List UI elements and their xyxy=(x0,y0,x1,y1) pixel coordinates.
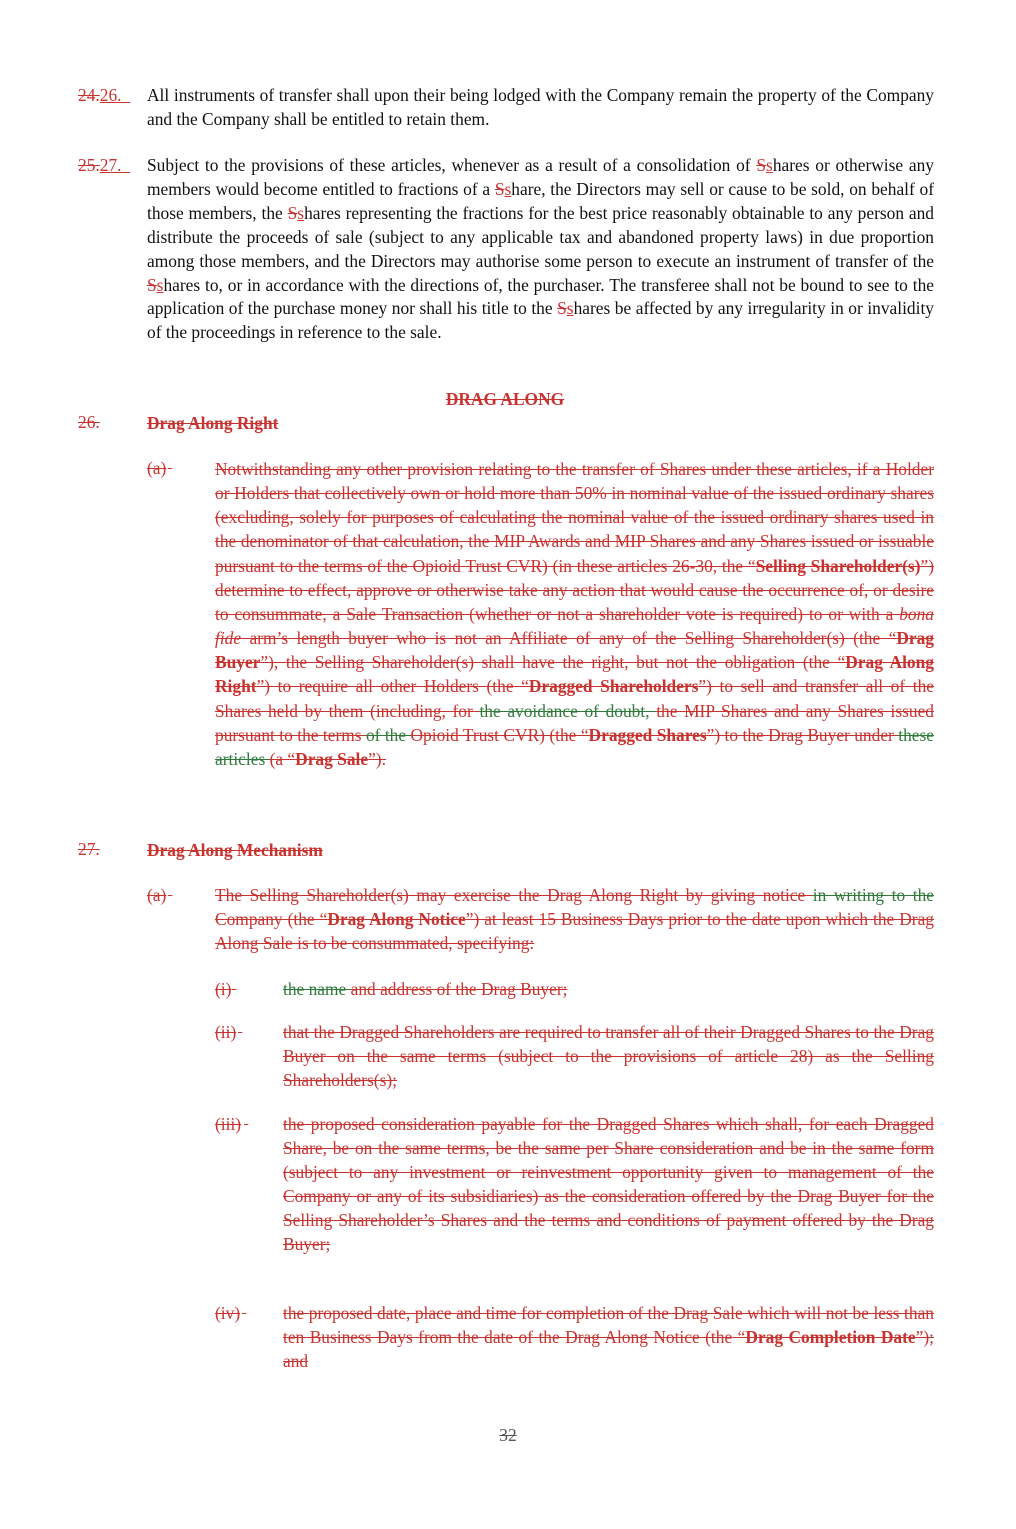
item-iii-tab-line xyxy=(244,1113,284,1137)
article-27-title: Drag Along Mechanism xyxy=(147,840,323,860)
article-26-title: Drag Along Right xyxy=(147,413,279,433)
article-26-a-text: Notwithstanding any other provision relating to the transfer of Shares under these articles, if a Holder or Holders that collectively own or hold more than 50% in nominal value of the issued ordinary shares (excluding, solely for purposes of calculating the nominal value of the issued ordinary shares used in the denominator of that calculation, the MIP Awards and MIP Shares and any Shares issued or issuable pursuant to the terms of the Opioid Trust CVR) (in these articles 26-30, the “Selling Shareholder(s)”) determine to effect, approve or otherwise take any action that would cause the occurrence of, or desire to consummate, a Sale Transaction (whether or not a shareholder vote is required) to or with a bona fide arm’s length buyer who is not an Affiliate of any of the Selling Shareholder(s) (the “Drag Buyer”), the Selling Shareholder(s) shall have the right, but not the obligation (the “Drag Along Right”) to require all other Holders (the “Dragged Shareholders”) to sell and transfer all of the Shares held by them (including, for the avoidance of doubt, the MIP Shares and any Shares issued pursuant to the terms of the Opioid Trust CVR) (the “Dragged Shares”) to the Drag Buyer under these articles (a “Drag Sale”). xyxy=(215,459,935,769)
item-i-tab-line xyxy=(232,978,284,1002)
clause-number-26: 24.26. xyxy=(78,85,122,105)
article-27-a-tab-line xyxy=(168,884,216,908)
article-27-a-text: The Selling Shareholder(s) may exercise the Drag Along Right by giving notice in writing to the Company (the “Drag Along Notice”) at least 15 Business Days prior to the date upon which the Drag Along Sale is to be consummated, specifying: xyxy=(215,885,934,953)
item-ii-label: (ii) xyxy=(215,1022,237,1042)
article-26-tab-line xyxy=(92,411,148,435)
item-iv-text: the proposed date, place and time for completion of the Drag Sale which will not be less than ten Business Days from the date of the Drag Along Notice (the “Drag Completion Date”); and xyxy=(283,1303,934,1371)
item-i-label: (i) xyxy=(215,979,232,999)
article-27-a-label: (a) xyxy=(147,885,167,905)
article-26-a-label: (a) xyxy=(147,458,167,478)
item-iv-label: (iv) xyxy=(215,1303,241,1323)
item-iii-text: the proposed consideration payable for the Dragged Shares which shall, for each Dragged Share, be on the same terms, be the same per Share consideration and be in the same form (subject to any investment or reinvestment opportunity given to management of the Company or any of its subsidiaries) as the consideration offered by the Drag Buyer for the Selling Shareholder’s Shares and the terms and conditions of payment offered by the Drag Buyer; xyxy=(283,1114,934,1254)
clause-number-27: 25.27. xyxy=(78,155,122,175)
item-i-text: the name and address of the Drag Buyer; xyxy=(283,979,568,999)
item-iv-tab-line xyxy=(242,1302,284,1326)
clause-27-text: Subject to the provisions of these articles, whenever as a result of a consolidation of Sshares or otherwise any members would become entitled to fractions of a Sshare, the Directors may sell or cause to be sold, on behalf of those members, the Sshares representing the fractions for the best price reasonably obtainable to any person and distribute the proceeds of sale (subject to any applicable tax and abandoned property laws) in due proportion among those members, and the Directors may authorise some person to execute an instrument of transfer of the Sshares to, or in accordance with the directions of, the purchaser. The transferee shall not be bound to see to the application of the purchase money nor shall his title to the Sshares be affected by any irregularity in or invalidity of the proceedings in reference to the sale. xyxy=(147,155,935,343)
item-ii-tab-line xyxy=(238,1021,284,1045)
page-number: 32 xyxy=(499,1425,517,1445)
article-26-a-tab-line xyxy=(168,457,216,481)
item-ii-text: that the Dragged Shareholders are required to transfer all of their Dragged Shares to the Drag Buyer on the same terms (subject to the provisions of article 28) as the Selling Shareholders(s); xyxy=(283,1022,934,1090)
article-27-number: 27. xyxy=(78,839,100,859)
drag-along-heading: DRAG ALONG xyxy=(445,389,565,409)
item-iii-label: (iii) xyxy=(215,1114,242,1134)
article-26-number: 26. xyxy=(78,412,100,432)
article-27-tab-line xyxy=(92,838,148,862)
clause-26-text: All instruments of transfer shall upon their being lodged with the Company remain the property of the Company and the Company shall be entitled to retain them. xyxy=(147,85,934,129)
